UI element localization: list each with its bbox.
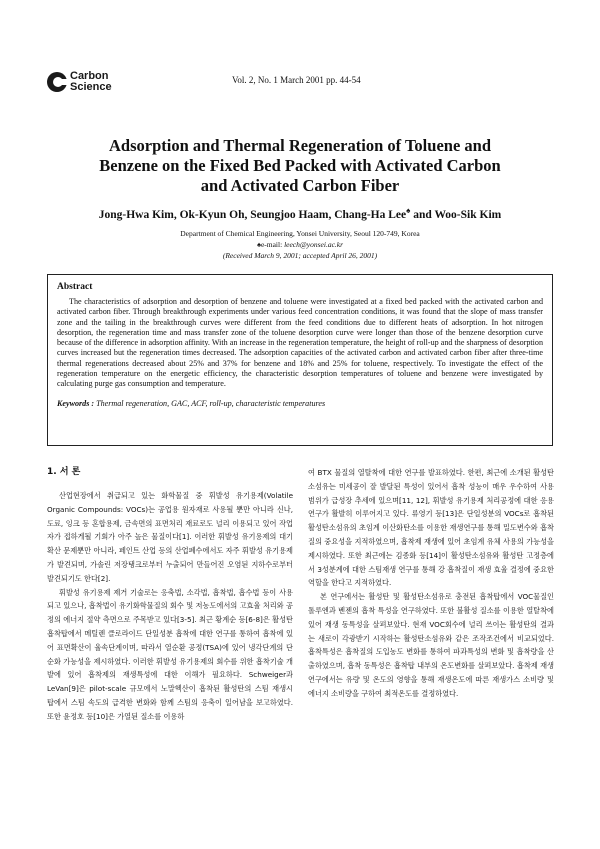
affiliation: Department of Chemical Engineering, Yonsei University, Seoul 120-749, Korea: [180, 229, 420, 238]
abstract-heading: Abstract: [57, 282, 93, 292]
journal-logo: [47, 71, 112, 93]
body-paragraph: 산업현장에서 취급되고 있는 화학물질 중 휘발성 유기용제(Volatile Organic Compounds: VOCs)는 공업용 원자재로 사용될 뿐만 아니라 신나, 도료, 잉크 등 혼합용제, 금속면의 표면처리 재료로도 널리 이용되고 있어 작업자가 접하게될 기회가 아주 높은 물질이다[1]. 이러한 휘발성 유기용제의 대기 확산 문제뿐만 아니라, 페인트 산업 등의 산업폐수에서도 자주 휘발성 유기용제가 발견되며, 가솔린 저장탱크로부터 누출되어 만들어진 오염된 지하수로부터 발견되기도 한다[2].: [47, 491, 293, 583]
journal-name-line2: Science: [70, 81, 112, 93]
email-address: leech@yonsei.ac.kr: [284, 240, 344, 249]
body-paragraph: 본 연구에서는 활성탄 및 활성탄소섬유로 충전된 흡착탑에서 VOC물질인 톨루엔과 벤젠의 흡착 특성을 연구하였다. 또한 불활성 질소를 이용한 열탈착에 있어 재생 동특성을 살펴보았다. 현재 VOC회수에 널리 쓰이는 활성탄의 결과는 새로이 각광받기 시작하는 활성탄소섬유와 같은 조작조건에서 비교되었다. 흡착특성은 흡착질의 도입농도 변화를 통하여 파과특성의 변화 및 흡착량을 산출하였으며, 흡착 동특성은 흡착탑 내부의 온도변화를 살펴보았다. 흡착제 재생 연구에서는 유량 및 온도의 영향을 통해 재생온도에 따른 재생가스 소비량 및 에너지 소비량을 구하여 최적온도를 결정하였다.: [308, 592, 554, 698]
affiliation-block: [40, 228, 560, 261]
journal-name-line1: Carbon: [70, 70, 109, 82]
keywords-list: Thermal regeneration, GAC, ACF, roll-up, characteristic temperatures: [94, 398, 326, 408]
corresponding-author-mark: ♠: [406, 206, 411, 215]
title-line-1: Adsorption and Thermal Regeneration of Toluene and: [109, 136, 491, 155]
title-line-2: Benzene on the Fixed Bed Packed with Activated Carbon: [99, 156, 501, 175]
email-line: [40, 239, 560, 250]
keywords-line: [57, 399, 543, 408]
title-line-3: and Activated Carbon Fiber: [200, 176, 400, 195]
paper-title: [40, 136, 560, 196]
body-paragraph: 여 BTX 물질의 열탈착에 대한 연구를 발표하였다. 한편, 최근에 소개된 활성탄소섬유는 미세공이 잘 발달된 특성이 있어서 흡착 성능이 매우 우수하여 사용 범위가 급성장 추세에 있으며[11, 12], 휘발성 유기용제 처리공정에 대한 응용연구가 활발히 이루어지고 있다. 류영기 등[13]은 단일성분의 VOCs로 흡착된 활성탄소섬유의 초임계 이산화탄소를 이용한 재생연구를 통해 밀도변수와 흡착질의 중요성을 지적하였으며, 흡착제 재생에 있어 초임계 유체 사용의 가능성을 제시하였다. 또한 최근에는 김종화 등[14]이 활성탄소섬유와 활성탄 고정층에서 3성분계에 대한 스팀재생 연구를 통해 강 흡착질이 재생 효율 결정에 중요한 역할을 한다고 지적하였다.: [308, 468, 554, 588]
authors-part-2: and Woo-Sik Kim: [410, 208, 502, 221]
section-heading-introduction: 1. 서 론: [47, 467, 81, 477]
email-label: e-mail:: [260, 240, 285, 249]
email-mark: ♠: [256, 240, 261, 249]
author-list: [40, 206, 560, 221]
journal-name: [70, 71, 112, 93]
left-column: [47, 466, 293, 724]
authors-part-1: Jong-Hwa Kim, Ok-Kyun Oh, Seungjoo Haam, Chang-Ha Lee: [98, 208, 407, 221]
body-paragraph: 휘발성 유기용제 제거 기술로는 응축법, 소각법, 흡착법, 흡수법 등이 사용되고 있으나, 흡착법이 유기화학물질의 회수 및 저농도에서의 고효율 처리와 공정의 에너지 절약 측면으로 주목받고 있다[3-5]. 최근 황계순 등[6-8]은 활성탄 흡착탑에서 메틸렌 클로라이드 단일성분 흡착에 대한 연구를 통하여 흡착에 있어 표면확산이 율속단계이며, 따라서 열순환 공정(TSA)에 있어 냉각단계의 단순화 가능성을 제시하였다. 이러한 휘발성 유기용제의 회수를 위한 흡착기술 개발에 있어 흡착제의 재생특성에 대한 이해가 필요하다. Schweiger과 LeVan[9]은 pilot-scale 규모에서 노말헥산이 흡착된 활성탄의 스팀 재생시 탑에서 스팀 속도의 급격한 변화와 함께 스팀의 응축이 일어남을 보고하였다. 또한 윤정호 등[10]은 가열된 질소를 이용하: [47, 587, 293, 721]
abstract-box: [47, 274, 553, 446]
received-dates: (Received March 9, 2001; accepted April 26, 2001): [222, 251, 378, 260]
volume-info: Vol. 2, No. 1 March 2001 pp. 44-54: [232, 75, 361, 85]
right-column: [308, 466, 554, 701]
keywords-label: Keywords :: [57, 398, 95, 408]
carbon-ring-icon: [47, 72, 67, 92]
abstract-text: The characteristics of adsorption and desorption of benzene and toluene were investigated at a fixed bed packed with the activated carbon and activated carbon fiber. Through breakthrough experiments under various feed concentration conditions, it was found that the slope of mass transfer zone and the tailing in the breakthrough curves were different from the feed conditions due to different heats of adsorption. In hot nitrogen desorption, the regeneration time and mass transfer zone of the toluene desorption curve were longer than those of the benzene desorption curve because of the difference in adsorption affinity. With an increase in the regeneration temperature, the height of roll-up and the sharpness of desorption curves increased but the regeneration times decreased. The adsorption capacities of the activated carbon and activated carbon fiber after three-time thermal regenerations decreased about 25% and 37% for benzene and 18% and 25% for toluene, respectively. To investigate the effect of the regeneration temperature on the energetic efficiency, the characteristic desorption temperatures of toluene and benzene were investigated by calculating purge gas consumption and temperature.: [57, 297, 543, 389]
